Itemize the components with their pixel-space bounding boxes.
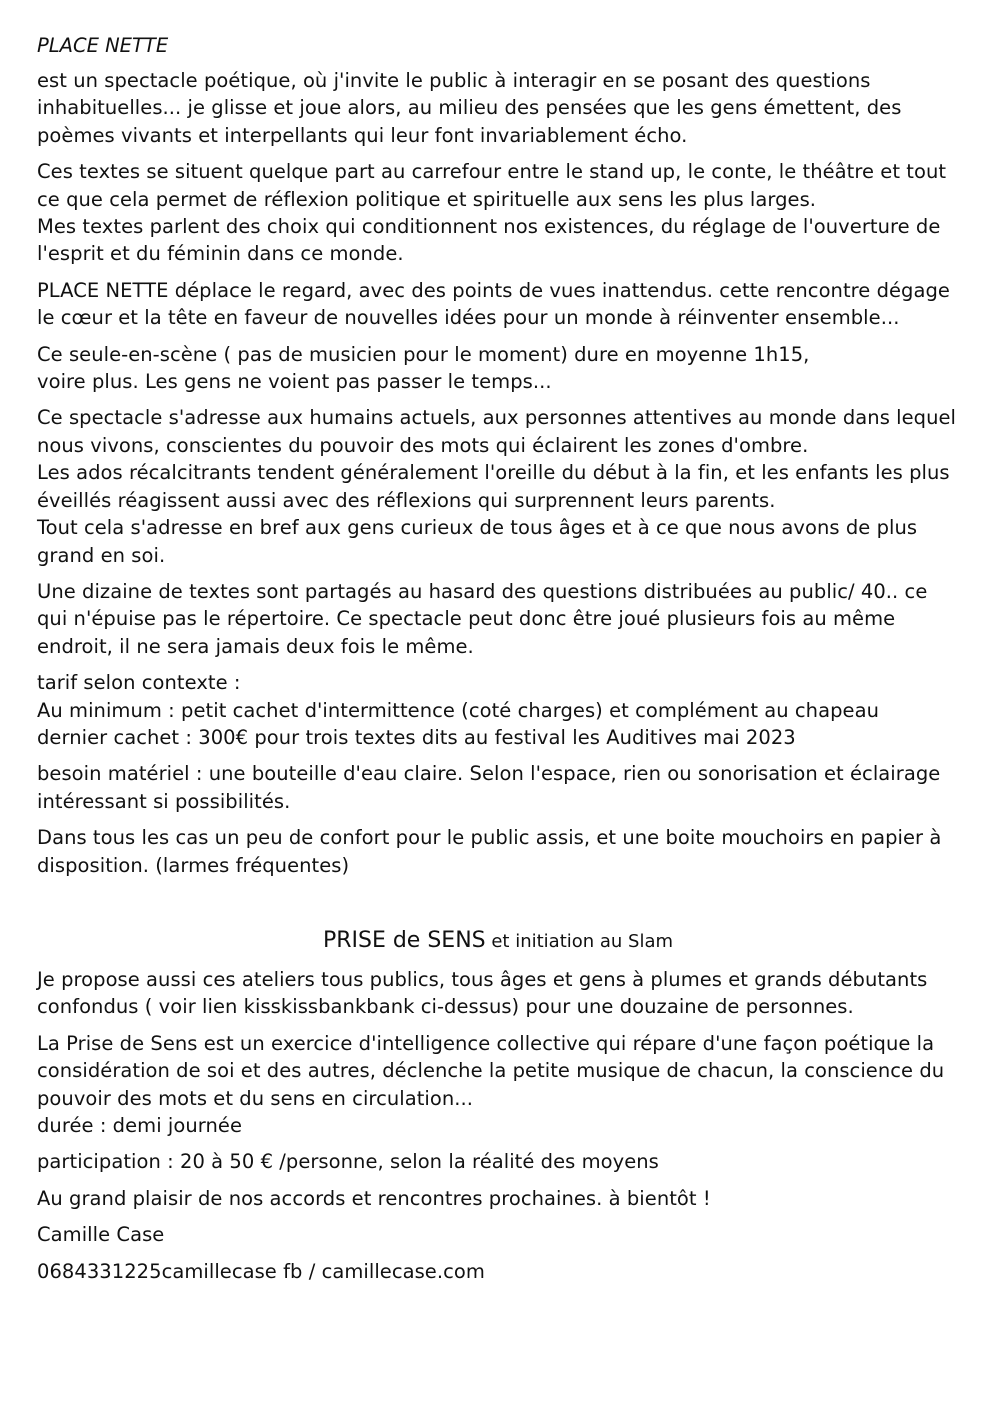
paragraph-comfort: Dans tous les cas un peu de confort pour le public assis, et une boite mouchoirs en papier à disposition. (larmes fréquentes) [37, 826, 942, 877]
paragraph-regard: PLACE NETTE déplace le regard, avec des points de vues inattendus. cette rencontre dégage le cœur et la tête en faveur de nouvelles idées pour un monde à réinventer ensemble... [37, 278, 950, 330]
document-title: PLACE NETTE [37, 34, 169, 57]
contact-line: 0684331225camillecase fb / camillecase.com [37, 1259, 485, 1283]
paragraph-tarif: tarif selon contexte : Au minimum : petit cachet d'intermittence (coté charges) et complément au chapeau dernier cachet : 300€ pour trois textes dits au festival les Auditives mai 2023 [37, 671, 879, 749]
section-heading-sub: et initiation au Slam [485, 930, 674, 952]
paragraph-themes: Ces textes se situent quelque part au carrefour entre le stand up, le conte, le théâtre et tout ce que cela permet de réflexion politique et spirituelle aux sens les plus larges. Mes textes parlent des choix qui conditionnent nos existences, du réglage de l'ouverture de l'esprit et du féminin dans ce monde. [37, 160, 947, 266]
paragraph-duration: Ce seule-en-scène ( pas de musicien pour le moment) dure en moyenne 1h15, voire plus. Les gens ne voient pas passer le temps... [37, 342, 810, 394]
section-heading-main: PRISE de SENS [322, 927, 486, 953]
section-spacer [37, 888, 959, 926]
paragraph-participation: participation : 20 à 50 € /personne, selon la réalité des moyens [37, 1150, 659, 1174]
section-heading [37, 926, 959, 957]
paragraph-ateliers: Je propose aussi ces ateliers tous publics, tous âges et gens à plumes et grands débutants confondus ( voir lien kisskissbankbank ci-dessus) pour une douzaine de personnes. [37, 967, 928, 1019]
paragraph-prise-de-sens: La Prise de Sens est un exercice d'intelligence collective qui répare d'une façon poétique la considération de soi et des autres, déclenche la petite musique de chacun, la conscience du pouvoir des mots et du sens en circulation... durée : demi journée [37, 1031, 945, 1137]
paragraph-closing: Au grand plaisir de nos accords et rencontres prochaines. à bientôt ! [37, 1186, 711, 1210]
signature-name: Camille Case [37, 1223, 165, 1247]
paragraph-material: besoin matériel : une bouteille d'eau claire. Selon l'espace, rien ou sonorisation et éclairage intéressant si possibilités. [37, 762, 941, 813]
paragraph-audience: Ce spectacle s'adresse aux humains actuels, aux personnes attentives au monde dans lequel nous vivons, conscientes du pouvoir des mots qui éclairent les zones d'ombre. Les ados récalcitrants tendent généralement l'oreille du début à la fin, et les enfants les plus éveillés réagissent aussi avec des réflexions qui surprennent leurs parents. Tout cela s'adresse en bref aux gens curieux de tous âges et à ce que nous avons de plus grand en soi. [37, 406, 957, 567]
paragraph-texts: Une dizaine de textes sont partagés au hasard des questions distribuées au public/ 40.. ce qui n'épuise pas le répertoire. Ce spectacle peut donc être joué plusieurs fois au même endroit, il ne sera jamais deux fois le même. [37, 579, 928, 658]
paragraph-intro: est un spectacle poétique, où j'invite le public à interagir en se posant des questions inhabituelles... je glisse et joue alors, au milieu des pensées que les gens émettent, des poèmes vivants et interpellants qui leur font invariablement écho. [37, 69, 902, 147]
